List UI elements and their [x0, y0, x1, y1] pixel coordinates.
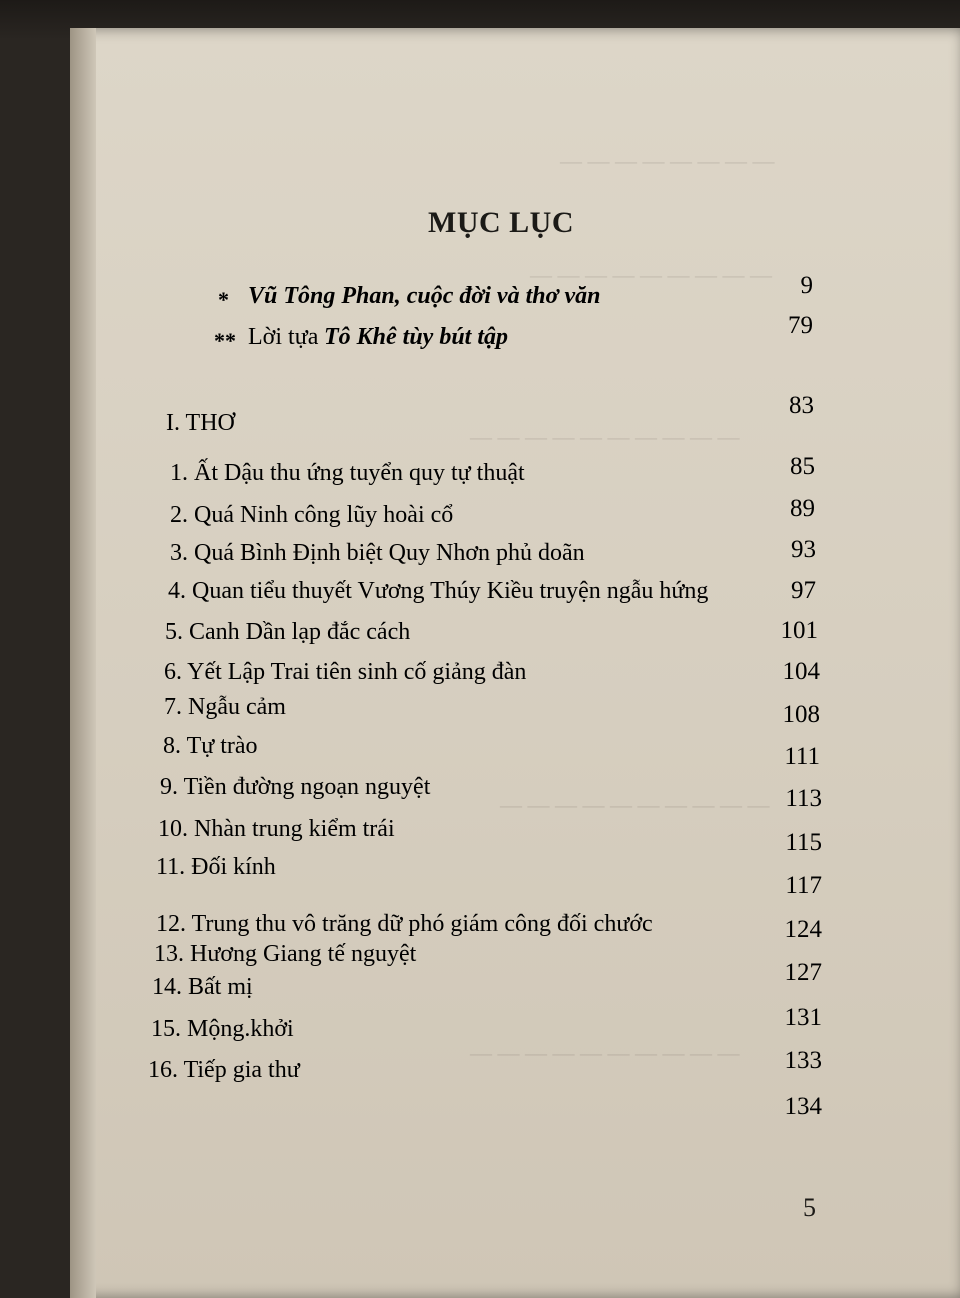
- toc-entry-page: 124: [784, 916, 822, 943]
- intro-marker: *: [218, 287, 229, 312]
- page-gutter: [70, 28, 96, 1298]
- bleed-through: — — — — — — — — — —: [500, 792, 770, 817]
- toc-entry-title: 14. Bất mị: [152, 974, 253, 1000]
- bleed-through: — — — — — — — — — —: [470, 424, 740, 449]
- intro-prefix: Lời tựa: [248, 324, 319, 350]
- bleed-through: — — — — — — — — —: [530, 262, 772, 287]
- toc-entry-page: 104: [782, 658, 820, 685]
- toc-entry-title: 12. Trung thu vô trăng dữ phó giám công đối chước: [156, 911, 653, 937]
- toc-entry-title: 15. Mộng.khởi: [151, 1016, 294, 1042]
- intro-page: 79: [788, 312, 813, 339]
- toc-entry-title: 13. Hương Giang tế nguyệt: [154, 941, 417, 967]
- toc-entry-page: 101: [780, 617, 818, 644]
- toc-entry-title: 6. Yết Lập Trai tiên sinh cố giảng đàn: [164, 659, 527, 685]
- toc-entry-page: 115: [785, 829, 822, 856]
- intro-title: Vũ Tông Phan, cuộc đời và thơ văn: [248, 283, 601, 309]
- toc-entry-page: 131: [784, 1004, 822, 1031]
- toc-entry-page: 85: [790, 453, 815, 480]
- toc-entry-title: 7. Ngẫu cảm: [164, 694, 286, 720]
- page-number: 5: [803, 1193, 816, 1222]
- toc-entry-page: 111: [784, 743, 820, 770]
- toc-entry-title: 2. Quá Ninh công lũy hoài cổ: [170, 502, 454, 528]
- toc-entry-title: 9. Tiền đường ngoạn nguyệt: [160, 774, 431, 800]
- toc-entry-title: 4. Quan tiểu thuyết Vương Thúy Kiều truyện ngẫu hứng: [168, 578, 709, 604]
- toc-entry-page: 134: [784, 1093, 822, 1120]
- toc-entry-title: 1. Ất Dậu thu ứng tuyển quy tự thuật: [170, 460, 525, 486]
- toc-entry-page: 113: [785, 785, 822, 812]
- intro-page: 9: [800, 272, 813, 299]
- toc-entry-page: 93: [791, 536, 816, 563]
- toc-entry-title: 11. Đối kính: [156, 854, 276, 880]
- toc-entry-page: 108: [782, 701, 820, 728]
- intro-title: Tô Khê tùy bút tập: [324, 324, 509, 350]
- toc-entry-page: 97: [791, 577, 816, 604]
- page-title: MỤC LỤC: [428, 206, 574, 239]
- bleed-through: — — — — — — — —: [560, 148, 775, 173]
- intro-marker: **: [214, 328, 236, 353]
- toc-entry-page: 89: [790, 495, 815, 522]
- toc-entry-page: 133: [784, 1047, 822, 1074]
- toc-entry-title: 3. Quá Bình Định biệt Quy Nhơn phủ doãn: [170, 540, 585, 566]
- toc-entry-title: 16. Tiếp gia thư: [148, 1057, 300, 1083]
- toc-entry-page: 117: [785, 872, 822, 899]
- bleed-through: — — — — — — — — — —: [470, 1040, 740, 1065]
- toc-entry-page: 127: [784, 959, 822, 986]
- section-page: 83: [789, 392, 814, 419]
- section-heading: I. THƠ: [166, 410, 235, 436]
- toc-entry-title: 10. Nhàn trung kiểm trái: [158, 816, 395, 842]
- toc-entry-title: 5. Canh Dần lạp đắc cách: [165, 619, 411, 645]
- toc-entry-title: 8. Tự trào: [163, 733, 258, 759]
